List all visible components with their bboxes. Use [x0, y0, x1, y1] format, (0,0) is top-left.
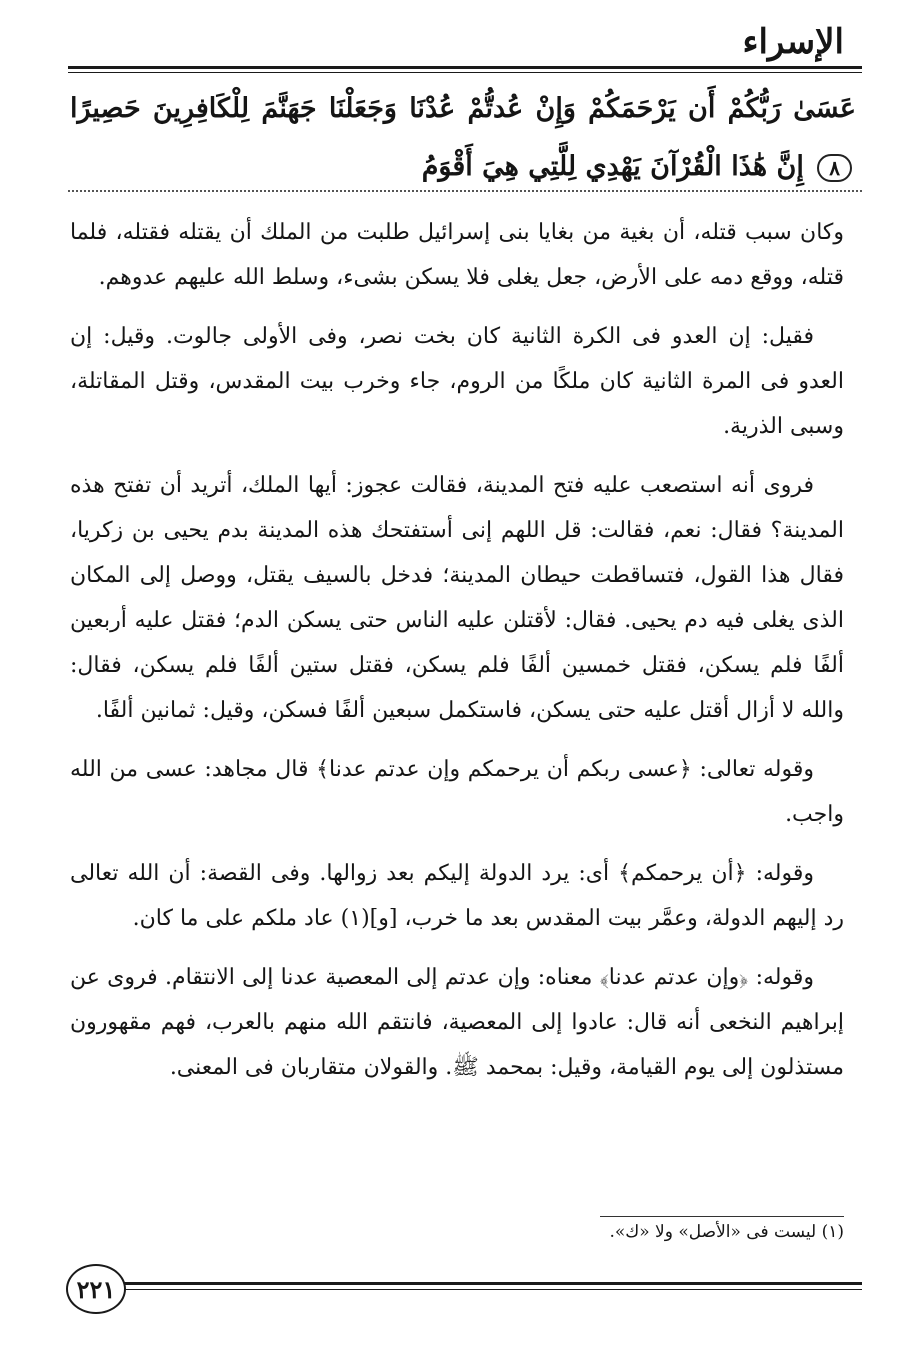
paragraph: وقوله: ﴿وإن عدتم عدنا﴾ معناه: وإن عدتم إلى المعصية عدنا إلى الانتقام. فروى عن إبراهيم النخعى أنه قال: عادوا إلى المعصية، فانتقم الله منهم بالعرب، فهم مقهورون مستذلون إلى يوم القيامة، وقيل: بمحمد ﷺ. والقولان متقاربان فى المعنى.: [70, 965, 844, 1080]
paragraph: فروى أنه استصعب عليه فتح المدينة، فقالت عجوز: أيها الملك، أتريد أن تفتح هذه المدينة؟ فقال: نعم، فقالت: قل اللهم إنى أستفتحك هذه المدينة بدم يحيى بن زكريا، فقال هذا القول، فتساقطت حيطان المدينة؛ فدخل بالسيف يقتل، ووصل إلى المكان الذى يغلى فيه دم يحيى. فقال: لأقتلن عليه الناس حتى يسكن الدم؛ فقتل عليه أربعين ألفًا فلم يسكن، فقتل خمسين ألفًا فلم يسكن، فقتل ستين ألفًا فلم يسكن، فقال: والله لا أزال أقتل عليه حتى يسكن، فاستكمل سبعين ألفًا فسكن، وقيل: ثمانين ألفًا.: [70, 473, 844, 723]
paragraph: فقيل: إن العدو فى الكرة الثانية كان بخت نصر، وفى الأولى جالوت. وقيل: إن العدو فى المرة الثانية كان ملكًا من الروم، جاء وخرب بيت المقدس، وقتل المقاتلة، وسبى الذرية.: [70, 324, 844, 439]
footnote: (١) ليست فى «الأصل» ولا «ك».: [609, 1222, 844, 1242]
footnote-rule: [600, 1216, 844, 1217]
paragraph: وقوله تعالى: ﴿عسى ربكم أن يرحمكم وإن عدتم عدنا﴾ قال مجاهد: عسى من الله واجب.: [70, 757, 844, 827]
paragraph: وكان سبب قتله، أن بغية من بغايا بنى إسرائيل طلبت من الملك أن يقتله فقتله، فلما قتله، ووقع دمه على الأرض، جعل يغلى فلا يسكن بشىء، وسلط الله عليهم عدوهم.: [70, 220, 844, 290]
page-number: ٢٢١: [66, 1264, 126, 1314]
quran-verse-block: [70, 80, 856, 196]
quran-verse-part2: إِنَّ هَٰذَا الْقُرْآنَ يَهْدِي لِلَّتِي هِيَ أَقْوَمُ: [421, 151, 804, 182]
header-rule-thin: [68, 72, 862, 73]
commentary-text: [70, 210, 844, 1104]
ayah-number-marker: ٨: [817, 154, 852, 182]
surah-title: الإسراء: [742, 22, 844, 62]
verse-separator: [68, 190, 862, 192]
paragraph: وقوله: ﴿أن يرحمكم﴾ أى: يرد الدولة إليكم بعد زوالها. وفى القصة: أن الله تعالى رد إليهم الدولة، وعمَّر بيت المقدس بعد ما خرب، [و](١) عاد ملكم على ما كان.: [70, 861, 844, 931]
header-rule-thick: [68, 66, 862, 69]
footer-rule-thin: [122, 1289, 862, 1290]
quran-verse-part1: عَسَىٰ رَبُّكُمْ أَن يَرْحَمَكُمْ وَإِنْ عُدتُّمْ عُدْنَا وَجَعَلْنَا جَهَنَّمَ لِلْكَافِرِينَ حَصِيرًا: [70, 93, 856, 124]
footer-rule-thick: [122, 1282, 862, 1285]
